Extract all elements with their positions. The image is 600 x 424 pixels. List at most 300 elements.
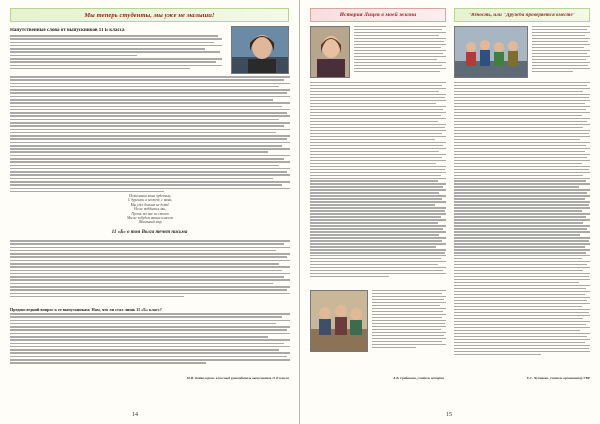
text-line xyxy=(454,249,590,250)
text-line xyxy=(354,32,446,33)
text-line xyxy=(310,207,446,208)
text-line xyxy=(454,312,589,313)
text-line xyxy=(310,243,446,244)
text-line xyxy=(10,158,284,160)
text-line xyxy=(310,145,443,146)
text-line xyxy=(454,345,590,346)
text-line xyxy=(532,59,586,60)
text-line xyxy=(10,68,190,70)
text-line xyxy=(454,273,590,274)
text-line xyxy=(10,174,290,176)
page-number-right: 15 xyxy=(446,412,452,418)
text-line xyxy=(10,336,268,338)
left-signature: М.И. Бойко,героев, классный руководитель выпускников 11 Б класса xyxy=(186,376,289,380)
text-line xyxy=(10,343,284,345)
text-line xyxy=(310,210,445,211)
text-line xyxy=(372,320,446,321)
text-line xyxy=(454,85,587,86)
text-line xyxy=(454,97,589,98)
text-line xyxy=(310,222,438,223)
text-line xyxy=(454,318,583,319)
text-line xyxy=(10,142,290,144)
text-line xyxy=(454,354,541,355)
text-line xyxy=(454,121,587,122)
text-line xyxy=(310,267,446,268)
text-line xyxy=(10,161,290,163)
text-line xyxy=(454,94,590,95)
text-line xyxy=(454,189,590,190)
section-title: 11 «Б» о том Волга течет письма xyxy=(111,230,188,235)
text-line xyxy=(10,349,279,351)
poem-block xyxy=(100,194,200,225)
youth-banner xyxy=(454,8,590,22)
text-line xyxy=(532,50,590,51)
text-line xyxy=(10,178,273,180)
text-line xyxy=(10,92,287,94)
text-line xyxy=(454,180,586,181)
text-line xyxy=(372,302,446,303)
youth-text-top xyxy=(532,26,590,74)
text-line xyxy=(310,127,445,128)
text-line xyxy=(372,347,416,348)
text-line xyxy=(310,228,443,229)
history-title: История Лицея в моей жизни xyxy=(339,12,417,18)
text-line xyxy=(454,183,590,184)
text-line xyxy=(10,240,290,242)
text-line xyxy=(454,175,583,176)
text-line xyxy=(10,286,290,288)
text-line xyxy=(454,145,586,146)
youth-title: "Юность, или "Дружба проверяется вместе" xyxy=(468,12,576,18)
text-line xyxy=(454,148,590,149)
text-line xyxy=(454,231,590,232)
text-line xyxy=(10,35,218,37)
text-line xyxy=(10,145,282,147)
text-line xyxy=(10,346,290,348)
text-line xyxy=(454,309,590,310)
left-page-title: Мы теперь студенты, мы уже не малыши! xyxy=(84,11,215,19)
text-line xyxy=(454,166,590,167)
text-line xyxy=(10,76,290,78)
text-line xyxy=(354,62,446,63)
text-line xyxy=(454,207,590,208)
text-line xyxy=(10,362,206,364)
text-line xyxy=(372,341,442,342)
text-line xyxy=(454,276,589,277)
text-line xyxy=(454,160,590,161)
closing-question: Предпоследний вопрос к ее выпускникам: Нам, что ли стал лишь 11 «Б» класс? xyxy=(10,307,162,312)
text-line xyxy=(10,289,287,291)
text-line xyxy=(310,88,446,89)
text-line xyxy=(454,222,583,223)
text-line xyxy=(310,136,446,137)
text-line xyxy=(310,133,442,134)
text-line xyxy=(10,247,290,249)
text-line xyxy=(310,216,441,217)
history-signature: Л.В. Грибанова, учитель истории xyxy=(393,376,444,380)
text-line xyxy=(454,204,589,205)
text-line xyxy=(310,163,436,164)
text-line xyxy=(454,303,590,304)
text-line xyxy=(310,237,446,238)
text-line xyxy=(310,115,441,116)
text-line xyxy=(310,261,446,262)
text-line xyxy=(354,68,446,69)
text-line xyxy=(10,106,282,108)
text-line xyxy=(454,228,587,229)
youth-column xyxy=(454,8,590,404)
text-line xyxy=(310,169,445,170)
text-line xyxy=(310,166,446,167)
text-line xyxy=(10,279,290,281)
text-line xyxy=(10,263,279,265)
text-line xyxy=(454,198,585,199)
text-line xyxy=(454,172,590,173)
text-line xyxy=(310,189,446,190)
text-line xyxy=(10,129,290,131)
text-line xyxy=(454,109,586,110)
text-line xyxy=(454,255,590,256)
text-line xyxy=(310,252,445,253)
text-line xyxy=(310,139,435,140)
text-line xyxy=(10,151,268,153)
text-line xyxy=(310,157,442,158)
text-line xyxy=(454,178,590,179)
text-line xyxy=(310,186,443,187)
text-line xyxy=(10,243,284,245)
teacher-photo xyxy=(310,26,350,78)
text-line xyxy=(310,231,446,232)
left-page-banner xyxy=(10,8,289,22)
text-line xyxy=(10,266,290,268)
text-line xyxy=(372,293,442,294)
text-line xyxy=(310,94,446,95)
text-line xyxy=(454,139,580,140)
text-line xyxy=(310,178,446,179)
text-line xyxy=(454,216,586,217)
text-line xyxy=(372,314,446,315)
text-line xyxy=(454,142,590,143)
text-line xyxy=(310,234,439,235)
text-line xyxy=(310,192,439,193)
text-line xyxy=(310,258,441,259)
poem-line: Мы уже больше не дети! xyxy=(130,202,170,207)
text-line xyxy=(454,151,585,152)
text-line xyxy=(10,122,290,124)
text-line xyxy=(310,264,438,265)
text-line xyxy=(10,61,216,63)
text-line xyxy=(454,267,590,268)
text-line xyxy=(10,38,222,40)
text-line xyxy=(454,246,585,247)
text-line xyxy=(454,339,590,340)
text-line xyxy=(310,154,446,155)
text-line xyxy=(454,136,590,137)
text-line xyxy=(310,180,438,181)
text-line xyxy=(454,234,580,235)
text-line xyxy=(10,273,290,275)
text-line xyxy=(310,160,446,161)
text-line xyxy=(354,56,446,57)
text-line xyxy=(372,338,446,339)
text-line xyxy=(10,326,290,328)
text-line xyxy=(372,296,446,297)
text-line xyxy=(10,79,284,81)
text-line xyxy=(454,154,590,155)
text-line xyxy=(454,300,587,301)
poem-line: Но не поддались мы, xyxy=(134,207,166,212)
text-line xyxy=(10,168,290,170)
text-line xyxy=(310,121,438,122)
text-line xyxy=(454,118,590,119)
text-line xyxy=(10,293,290,295)
text-line xyxy=(454,237,590,238)
text-line xyxy=(354,65,442,66)
youth-signature: Е.С. Чупикова, учитель-организатор УВР xyxy=(526,376,590,380)
history-column xyxy=(310,8,446,404)
text-line xyxy=(10,323,276,325)
text-line xyxy=(10,356,287,358)
text-line xyxy=(372,299,444,300)
text-line xyxy=(354,35,439,36)
text-line xyxy=(454,169,589,170)
text-line xyxy=(532,47,584,48)
text-line xyxy=(372,290,446,291)
text-line xyxy=(10,188,290,190)
text-line xyxy=(454,195,590,196)
text-line xyxy=(310,148,446,149)
text-line xyxy=(454,258,582,259)
text-line xyxy=(454,336,587,337)
text-line xyxy=(10,270,282,272)
text-line xyxy=(10,99,273,101)
text-line xyxy=(372,317,442,318)
text-line xyxy=(10,260,290,262)
text-line xyxy=(372,305,440,306)
text-line xyxy=(454,130,590,131)
text-line xyxy=(532,44,590,45)
text-line xyxy=(454,88,590,89)
text-line xyxy=(354,41,444,42)
text-line xyxy=(454,291,590,292)
text-line xyxy=(10,253,290,255)
intro-text xyxy=(10,26,222,71)
text-line xyxy=(372,329,441,330)
text-line xyxy=(532,71,573,72)
text-line xyxy=(310,106,446,107)
text-line xyxy=(532,68,590,69)
text-line xyxy=(10,165,279,167)
text-line xyxy=(372,326,446,327)
poem-line: С другими, а может, с вами, xyxy=(127,198,173,203)
text-line xyxy=(10,296,184,298)
page-number-left: 14 xyxy=(132,412,138,418)
text-line xyxy=(454,240,589,241)
text-line xyxy=(372,332,446,333)
text-line xyxy=(532,56,590,57)
text-line xyxy=(310,213,446,214)
poem-line: Школьный мир xyxy=(138,220,162,225)
text-line xyxy=(310,225,446,226)
text-line xyxy=(10,138,287,140)
text-line xyxy=(310,201,446,202)
text-line xyxy=(310,246,436,247)
text-line xyxy=(310,151,439,152)
text-line xyxy=(354,71,440,72)
text-line xyxy=(532,62,590,63)
text-line xyxy=(10,148,290,150)
text-line xyxy=(532,26,590,27)
lower-body-text xyxy=(10,240,290,299)
text-line xyxy=(10,316,282,318)
text-line xyxy=(10,320,290,322)
intro-heading: Напутственные слова от выпускников 11 Б класса xyxy=(10,28,125,33)
text-line xyxy=(310,109,443,110)
text-line xyxy=(454,297,590,298)
text-line xyxy=(310,183,446,184)
text-line xyxy=(10,65,222,67)
text-line xyxy=(10,256,287,258)
text-line xyxy=(454,288,586,289)
text-line xyxy=(310,91,439,92)
text-line xyxy=(10,112,287,114)
history-banner xyxy=(310,8,446,22)
text-line xyxy=(10,86,279,88)
text-line xyxy=(454,192,587,193)
text-line xyxy=(454,100,590,101)
closing-text xyxy=(10,313,290,366)
text-line xyxy=(310,195,446,196)
text-line xyxy=(10,119,279,121)
text-line xyxy=(10,329,287,331)
text-line xyxy=(310,172,446,173)
text-line xyxy=(10,359,290,361)
text-line xyxy=(310,82,446,83)
youth-photo xyxy=(454,26,528,78)
text-line xyxy=(10,276,284,278)
text-line xyxy=(10,83,290,85)
text-line xyxy=(310,124,446,125)
youth-text-main xyxy=(454,82,590,357)
history-text-mid xyxy=(310,82,446,279)
text-line xyxy=(310,219,446,220)
text-line xyxy=(354,38,446,39)
student-photo xyxy=(231,26,289,74)
text-line xyxy=(454,294,585,295)
text-line xyxy=(354,59,437,60)
text-line xyxy=(10,125,284,127)
text-line xyxy=(454,348,589,349)
text-line xyxy=(310,85,442,86)
text-line xyxy=(454,321,590,322)
text-line xyxy=(310,112,446,113)
text-line xyxy=(354,47,441,48)
text-line xyxy=(10,96,290,98)
text-line xyxy=(454,210,582,211)
text-line xyxy=(454,225,590,226)
text-line xyxy=(10,155,290,157)
text-line xyxy=(10,184,282,186)
text-line xyxy=(454,157,587,158)
text-line xyxy=(310,204,435,205)
text-line xyxy=(310,276,389,277)
text-line xyxy=(354,53,443,54)
text-line xyxy=(10,102,290,104)
text-line xyxy=(10,283,273,285)
text-line xyxy=(454,112,590,113)
text-line xyxy=(310,100,446,101)
text-line xyxy=(310,255,446,256)
text-line xyxy=(454,264,587,265)
text-line xyxy=(354,26,446,27)
text-line xyxy=(10,132,276,134)
history-text-bottom xyxy=(372,290,446,350)
text-line xyxy=(454,330,580,331)
text-line xyxy=(10,55,137,57)
text-line xyxy=(454,342,585,343)
history-group-photo xyxy=(310,290,368,352)
text-line xyxy=(454,186,579,187)
text-line xyxy=(532,41,588,42)
text-line xyxy=(310,142,446,143)
text-line xyxy=(10,191,164,193)
text-line xyxy=(10,45,222,47)
text-line xyxy=(10,181,290,183)
text-line xyxy=(10,313,290,315)
text-line xyxy=(310,175,441,176)
text-line xyxy=(454,333,590,334)
text-line xyxy=(10,109,290,111)
text-line xyxy=(372,308,446,309)
text-line xyxy=(454,163,582,164)
text-line xyxy=(454,127,583,128)
text-line xyxy=(310,103,436,104)
text-line xyxy=(372,344,446,345)
text-line xyxy=(372,311,443,312)
text-line xyxy=(10,333,290,335)
text-line xyxy=(454,306,582,307)
text-line xyxy=(310,198,442,199)
history-text-top xyxy=(354,26,446,74)
text-line xyxy=(354,50,446,51)
text-line xyxy=(454,213,590,214)
main-body-text xyxy=(10,76,290,194)
text-line xyxy=(454,243,590,244)
text-line xyxy=(10,250,276,252)
text-line xyxy=(372,323,445,324)
text-line xyxy=(10,42,214,44)
text-line xyxy=(532,65,588,66)
text-line xyxy=(310,249,446,250)
text-line xyxy=(10,51,220,53)
text-line xyxy=(10,171,287,173)
text-line xyxy=(310,273,446,274)
poem-line: Мы не забудем наших классов xyxy=(127,216,173,221)
text-line xyxy=(454,124,590,125)
text-line xyxy=(454,270,583,271)
text-line xyxy=(454,279,590,280)
text-line xyxy=(10,89,290,91)
text-line xyxy=(10,135,290,137)
text-line xyxy=(454,252,586,253)
text-line xyxy=(454,282,579,283)
text-line xyxy=(454,285,590,286)
text-line xyxy=(454,219,590,220)
text-line xyxy=(532,35,585,36)
text-line xyxy=(354,29,442,30)
text-line xyxy=(454,91,583,92)
text-line xyxy=(454,82,590,83)
